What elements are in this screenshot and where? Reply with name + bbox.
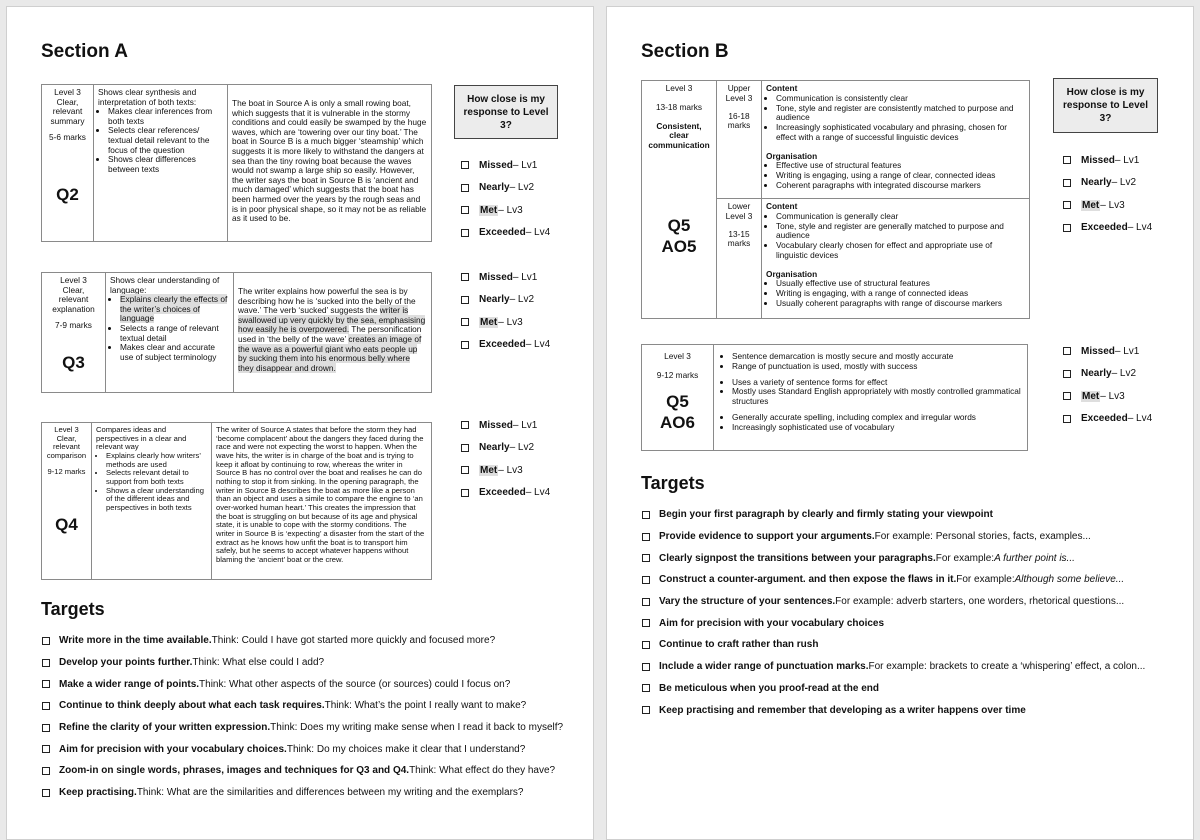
ao6-label: Q5 AO6 xyxy=(660,392,695,433)
target-bold: Aim for precision with your vocabulary choices. xyxy=(59,743,287,755)
check-level: – Lv1 xyxy=(1114,154,1140,166)
check-level: – Lv1 xyxy=(512,159,538,171)
target-item[interactable] xyxy=(642,634,1145,656)
check-level: – Lv3 xyxy=(1100,390,1125,402)
q2-desc-1: Clear, xyxy=(56,96,79,107)
target-item[interactable] xyxy=(42,782,563,804)
check-level: – Lv3 xyxy=(498,316,523,328)
check-label: Met xyxy=(1082,199,1100,211)
check-missed[interactable] xyxy=(461,154,550,177)
q2-level: Level 3 xyxy=(54,87,81,97)
ao5-lower-org-title: Organisation xyxy=(766,268,818,279)
q3-level: Level 3 xyxy=(60,275,87,285)
q3-example-highlight: creates an image of the wave as a powerful giant who eats people up by sucking them into his enormous belly where they disappear and drown. xyxy=(238,334,422,373)
q2-checklist xyxy=(461,154,550,244)
q4-criteria xyxy=(92,423,212,579)
target-text: For example: adverb starters, one worders, rhetorical questions... xyxy=(835,596,1125,608)
check-level: – Lv2 xyxy=(1111,368,1137,380)
q3-criterion: • Makes clear and accurate use of subject terminology xyxy=(120,343,229,362)
check-missed[interactable] xyxy=(1063,340,1152,363)
check-met[interactable] xyxy=(461,311,550,334)
q4-criteria-intro: Compares ideas and perspectives in a clear and relevant way xyxy=(96,425,187,452)
q3-criterion: • Selects a range of relevant textual detail xyxy=(120,324,229,343)
target-bold: Be meticulous when you proof-read at the end xyxy=(659,682,880,694)
ao6-rubric xyxy=(641,344,1028,451)
q3-example-highlight: writer is swallowed up very quickly by the sea, emphasising how easily he is overpowered. xyxy=(238,305,426,335)
target-bold: Refine the clarity of your written expression. xyxy=(59,722,271,734)
check-nearly[interactable] xyxy=(461,177,550,200)
target-item[interactable] xyxy=(642,678,1145,700)
q2-example: The boat in Source A is only a small rowing boat, which suggests that it is vulnerable in the stormy conditions and could easily be swamped by the huge waves, which are ‘towering over our tiny boat.’ The boat in Source B is a much bigger ‘steamship’ which suggests it is more likely to withstand the dangers at sea than the tiny rowing boat because the waves would not swamp a large ship so easily. However, the writer says the boat in Source B is ‘ancient and much damaged’ which suggests that the boat has been harmed over the years by the rough seas and is in poor physical shape, so it may not be as reliable as it used to be. xyxy=(232,98,427,224)
q3-level-cell xyxy=(42,273,106,392)
section-a-howclose: How close is my response to Level 3? xyxy=(454,85,558,139)
ao5-criterion: • Writing is engaging, with a range of connected ideas xyxy=(776,289,1025,299)
q3-example xyxy=(234,273,431,392)
ao5-lower xyxy=(717,199,1029,318)
ao6-criterion: • Uses a variety of sentence forms for effect xyxy=(732,378,1023,388)
ao5-label: Q5 AO5 xyxy=(661,216,697,257)
target-bold: Continue to craft rather than rush xyxy=(659,639,819,651)
ao5-lower-level: Lower Level 3 xyxy=(725,201,753,221)
target-item[interactable] xyxy=(42,673,563,695)
target-bold: Provide evidence to support your arguments. xyxy=(659,531,875,543)
checkbox-icon[interactable] xyxy=(42,789,50,797)
q3-criterion xyxy=(120,295,229,324)
ao5-criterion: • Increasingly sophisticated vocabulary and phrasing, chosen for effect with a range of successful linguistic devices xyxy=(776,123,1025,143)
target-bold: Begin your first paragraph by clearly and firmly stating your viewpoint xyxy=(659,509,993,521)
ao5-lower-content-title: Content xyxy=(766,201,798,211)
q2-criteria xyxy=(94,85,228,241)
check-label: Missed xyxy=(479,271,513,283)
ao5-upper-level: Upper Level 3 xyxy=(725,83,753,103)
target-item[interactable] xyxy=(642,612,1145,634)
target-item[interactable] xyxy=(42,652,563,674)
check-level: – Lv4 xyxy=(1127,413,1153,425)
ao6-level-cell xyxy=(642,345,714,450)
check-level: – Lv1 xyxy=(1114,345,1140,357)
target-item[interactable] xyxy=(642,504,1145,526)
target-text: Think: Do my choices make it clear that I understand? xyxy=(286,743,526,755)
q2-rubric xyxy=(41,84,432,242)
check-label: Nearly xyxy=(479,294,510,306)
check-level: – Lv2 xyxy=(509,442,535,454)
checkbox-icon[interactable] xyxy=(1063,415,1071,423)
check-level: – Lv3 xyxy=(1100,199,1125,211)
ao6-level: Level 3 xyxy=(664,351,691,361)
check-level: – Lv4 xyxy=(525,339,551,351)
q4-rubric xyxy=(41,422,432,580)
check-level: – Lv4 xyxy=(525,227,551,239)
check-exceeded[interactable] xyxy=(461,222,550,245)
check-level: – Lv4 xyxy=(1127,222,1153,234)
section-b-targets xyxy=(642,504,1145,721)
target-item[interactable] xyxy=(42,738,563,760)
target-item[interactable] xyxy=(642,526,1145,548)
check-nearly[interactable] xyxy=(1063,172,1152,195)
checkbox-icon[interactable] xyxy=(42,659,50,667)
ao5-criterion: • Tone, style and register are consistently matched to purpose and audience xyxy=(776,104,1025,124)
target-bold: Write more in the time available. xyxy=(59,635,212,647)
q4-example: The writer of Source A states that before the storm they had ‘become complacent’ about the dangers they faced during the race and were not expecting the worst to happen. When the wave hits, the writer is in charge of the boat and is trying to keep it afloat by continuing to row, whereas the writer in Source B has no control over the boat and realises he can do nothing to stop it from sinking. In the opening paragraph, the writer in Source B describes the boat as more like a person than an object and uses a simile to compare the engine to ‘an over-worked human heart.’ This creates the impression that the boat is struggling on but because of its age and physical state, it is unable to cope with the stormy conditions. The writer in Source B is ‘expecting’ a disaster from the start of the extract as he knows how unfit the boat is to transport him safely, but he seems to accept whatever happens without blaming the ‘ancient’ boat or the crew. xyxy=(216,425,425,564)
check-label: Exceeded xyxy=(479,227,526,239)
ao5-upper-level-cell xyxy=(717,81,762,198)
q4-marks: 9-12 marks xyxy=(47,466,86,476)
q2-criterion: • Shows clear differences between texts xyxy=(108,155,223,174)
ao5-upper-criteria xyxy=(762,81,1029,198)
target-item[interactable] xyxy=(642,591,1145,613)
check-level: – Lv2 xyxy=(1111,177,1137,189)
target-text: Think: What other aspects of the source (or sources) could I focus on? xyxy=(199,678,511,690)
q2-criteria-intro: Shows clear synthesis and interpretation of both texts: xyxy=(98,87,197,107)
section-b-title: Section B xyxy=(641,41,729,62)
page-section-b xyxy=(606,6,1194,840)
checkbox-icon[interactable] xyxy=(461,184,469,192)
ao5-criterion: • Writing is engaging, using a range of clear, connected ideas xyxy=(776,171,1025,181)
ao5-upper-content-title: Content xyxy=(766,83,798,93)
check-missed[interactable] xyxy=(461,414,550,437)
q3-desc-3: explanation xyxy=(52,303,95,314)
q3-desc-1: Clear, xyxy=(62,284,85,295)
check-label: Met xyxy=(480,316,498,328)
q2-marks: 5-6 marks xyxy=(49,132,86,143)
check-exceeded[interactable] xyxy=(461,482,550,505)
ao6-criterion: • Sentence demarcation is mostly secure and mostly accurate xyxy=(732,352,1023,362)
ao6-criteria xyxy=(714,345,1027,450)
check-nearly[interactable] xyxy=(461,437,550,460)
check-label: Met xyxy=(1082,390,1100,402)
checkbox-icon[interactable] xyxy=(42,702,50,710)
target-bold: Aim for precision with your vocabulary choices xyxy=(659,617,885,629)
q4-criterion: • Explains clearly how writers’ methods are used xyxy=(106,452,207,469)
check-level: – Lv3 xyxy=(498,204,523,216)
checkbox-icon[interactable] xyxy=(1063,179,1071,187)
checkbox-icon[interactable] xyxy=(461,421,469,429)
q4-desc-3: comparison xyxy=(46,450,87,460)
check-met[interactable] xyxy=(1063,385,1152,408)
checkbox-icon[interactable] xyxy=(42,767,50,775)
q2-criterion: • Makes clear inferences from both texts xyxy=(108,107,223,126)
ao5-upper-org-title: Organisation xyxy=(766,150,818,161)
q3-example-text: The personification used in ‘the belly of the wave’ xyxy=(238,324,422,345)
checkbox-icon[interactable] xyxy=(461,466,469,474)
ao5-criterion: • Vocabulary clearly chosen for effect and appropriate use of linguistic devices xyxy=(776,241,1025,261)
ao5-rubric xyxy=(641,80,1030,319)
section-b-targets-title: Targets xyxy=(641,473,705,493)
check-nearly[interactable] xyxy=(1063,363,1152,386)
ao5-marks: 13-18 marks xyxy=(655,101,703,112)
target-text: Think: Could I have got started more quickly and focused more? xyxy=(211,635,496,647)
q3-checklist xyxy=(461,266,550,356)
check-met[interactable] xyxy=(461,199,550,222)
check-label: Missed xyxy=(479,419,513,431)
ao5-level-cell xyxy=(642,81,717,318)
q4-criterion: • Selects relevant detail to support from both texts xyxy=(106,469,207,486)
ao6-criterion: • Mostly uses Standard English appropriately with mostly controlled grammatical structures xyxy=(732,387,1023,407)
q3-criteria-intro: Shows clear understanding of language: xyxy=(110,275,220,295)
check-label: Missed xyxy=(1081,154,1115,166)
ao5-sublevels xyxy=(717,81,1029,318)
check-level: – Lv2 xyxy=(509,182,535,194)
check-exceeded[interactable] xyxy=(461,334,550,357)
checkbox-icon[interactable] xyxy=(461,273,469,281)
target-example: Although some believe... xyxy=(1014,574,1125,586)
ao5-criterion: • Usually coherent paragraphs with range of discourse markers xyxy=(776,299,1025,309)
target-item[interactable] xyxy=(642,569,1145,591)
target-text: For example: xyxy=(956,574,1015,586)
q4-level: Level 3 xyxy=(54,425,79,434)
ao5-lower-marks: 13-15 marks xyxy=(727,228,751,249)
check-met[interactable] xyxy=(461,459,550,482)
ao5-upper-marks: 16-18 marks xyxy=(727,110,751,131)
ao5-checklist xyxy=(1063,149,1152,239)
checkbox-icon[interactable] xyxy=(1063,156,1071,164)
check-met[interactable] xyxy=(1063,194,1152,217)
check-exceeded[interactable] xyxy=(1063,408,1152,431)
check-level: – Lv1 xyxy=(512,419,538,431)
q4-checklist xyxy=(461,414,550,504)
checkbox-icon[interactable] xyxy=(461,206,469,214)
q2-label: Q2 xyxy=(56,185,79,204)
checkbox-icon[interactable] xyxy=(461,341,469,349)
ao5-upper xyxy=(717,81,1029,199)
ao6-checklist xyxy=(1063,340,1152,430)
checkbox-icon[interactable] xyxy=(461,161,469,169)
target-text: Think: What’s the point I really want to make? xyxy=(324,700,527,712)
check-exceeded[interactable] xyxy=(1063,217,1152,240)
target-bold: Continue to think deeply about what each task requires. xyxy=(59,700,325,712)
target-bold: Vary the structure of your sentences. xyxy=(659,596,836,608)
check-label: Nearly xyxy=(479,442,510,454)
q2-criterion: • Selects clear references/ textual detail relevant to the focus of the question xyxy=(108,126,223,155)
q3-example-text: The writer explains how powerful the sea is by describing how he is ‘sucked into the belly of the wave.’ The verb ‘sucked’ suggests the xyxy=(238,286,416,316)
checkbox-icon[interactable] xyxy=(461,318,469,326)
checkbox-icon[interactable] xyxy=(642,533,650,541)
check-label: Missed xyxy=(1081,345,1115,357)
check-label: Exceeded xyxy=(1081,413,1128,425)
q2-desc-2: relevant xyxy=(52,106,83,117)
checkbox-icon[interactable] xyxy=(461,229,469,237)
checkbox-icon[interactable] xyxy=(642,706,650,714)
check-label: Exceeded xyxy=(479,339,526,351)
ao5-criterion: • Effective use of structural features xyxy=(776,161,1025,171)
target-item[interactable] xyxy=(42,717,563,739)
page-section-a xyxy=(6,6,594,840)
check-label: Met xyxy=(480,464,498,476)
check-level: – Lv1 xyxy=(512,271,538,283)
ao5-level: Level 3 xyxy=(665,83,693,93)
ao5-criterion: • Communication is generally clear xyxy=(776,212,1025,222)
target-bold: Clearly signpost the transitions between your paragraphs. xyxy=(659,552,936,564)
q4-level-cell xyxy=(42,423,92,579)
check-label: Exceeded xyxy=(1081,222,1128,234)
checkbox-icon[interactable] xyxy=(42,637,50,645)
checkbox-icon[interactable] xyxy=(642,663,650,671)
target-bold: Make a wider range of points. xyxy=(59,678,200,690)
checkbox-icon[interactable] xyxy=(1063,370,1071,378)
ao5-criterion: • Tone, style and register are generally matched to purpose and audience xyxy=(776,222,1025,242)
section-a-targets-title: Targets xyxy=(41,599,105,619)
q4-criterion: • Shows a clear understanding of the different ideas and perspectives in both texts xyxy=(106,487,207,513)
check-level: – Lv3 xyxy=(498,464,523,476)
target-bold: Keep practising. xyxy=(59,787,137,799)
checkbox-icon[interactable] xyxy=(642,511,650,519)
checkbox-icon[interactable] xyxy=(461,296,469,304)
section-a-targets xyxy=(42,630,563,804)
q3-criterion-highlight: Explains clearly the effects of the writer’s choices of language xyxy=(120,294,228,324)
ao6-criterion: • Increasingly sophisticated use of vocabulary xyxy=(732,423,1023,433)
target-item[interactable] xyxy=(642,699,1145,721)
target-item[interactable] xyxy=(42,760,563,782)
q2-desc-3: summary xyxy=(50,115,85,126)
target-text: For example: brackets to create a ‘whispering’ effect, a colon... xyxy=(868,661,1146,673)
target-bold: Keep practising and remember that developing as a writer happens over time xyxy=(659,704,1026,716)
checkbox-icon[interactable] xyxy=(642,684,650,692)
checkbox-icon[interactable] xyxy=(42,724,50,732)
check-label: Exceeded xyxy=(479,487,526,499)
q2-level-cell xyxy=(42,85,94,241)
check-missed[interactable] xyxy=(1063,149,1152,172)
ao6-criterion: • Range of punctuation is used, mostly with success xyxy=(732,362,1023,372)
checkbox-icon[interactable] xyxy=(1063,224,1071,232)
target-bold: Develop your points further. xyxy=(59,657,193,669)
target-bold: Construct a counter-argument. and then expose the flaws in it. xyxy=(659,574,957,586)
checkbox-icon[interactable] xyxy=(1063,392,1071,400)
checkbox-icon[interactable] xyxy=(642,576,650,584)
checkbox-icon[interactable] xyxy=(461,444,469,452)
check-level: – Lv4 xyxy=(525,487,551,499)
ao5-criterion: • Usually effective use of structural features xyxy=(776,279,1025,289)
ao6-criterion: • Generally accurate spelling, including complex and irregular words xyxy=(732,413,1023,423)
checkbox-icon[interactable] xyxy=(1063,347,1071,355)
q3-label: Q3 xyxy=(62,353,85,372)
target-text: Think: What effect do they have? xyxy=(409,765,556,777)
ao5-criterion: • Communication is consistently clear xyxy=(776,94,1025,104)
checkbox-icon[interactable] xyxy=(642,641,650,649)
q4-label: Q4 xyxy=(55,515,78,534)
q3-rubric xyxy=(41,272,432,393)
ao5-descriptor: Consistent, clear communication xyxy=(648,120,710,151)
checkbox-icon[interactable] xyxy=(642,554,650,562)
ao5-criterion: • Coherent paragraphs with integrated discourse markers xyxy=(776,181,1025,191)
checkbox-icon[interactable] xyxy=(42,745,50,753)
q3-criteria xyxy=(106,273,234,392)
q4-desc-1: Clear, xyxy=(56,433,77,443)
target-text: For example: xyxy=(935,552,995,564)
checkbox-icon[interactable] xyxy=(642,619,650,627)
check-level: – Lv2 xyxy=(509,294,535,306)
q4-desc-2: relevant xyxy=(52,442,81,452)
target-text: Think: Does my writing make sense when I read it back to myself? xyxy=(270,722,564,734)
target-bold: Zoom-in on single words, phrases, images and techniques for Q3 and Q4. xyxy=(59,765,410,777)
section-b-howclose: How close is my response to Level 3? xyxy=(1053,78,1158,133)
check-label: Nearly xyxy=(479,182,510,194)
target-bold: Include a wider range of punctuation marks. xyxy=(659,661,869,673)
target-example: A further point is... xyxy=(994,552,1075,564)
check-missed[interactable] xyxy=(461,266,550,289)
target-item[interactable] xyxy=(642,656,1145,678)
check-label: Met xyxy=(480,204,498,216)
checkbox-icon[interactable] xyxy=(1063,201,1071,209)
target-text: Think: What are the similarities and differences between my writing and the exemplars? xyxy=(136,787,524,799)
q3-marks: 7-9 marks xyxy=(55,320,92,331)
ao5-lower-level-cell xyxy=(717,199,762,318)
checkbox-icon[interactable] xyxy=(42,680,50,688)
checkbox-icon[interactable] xyxy=(642,598,650,606)
target-item[interactable] xyxy=(42,630,563,652)
check-nearly[interactable] xyxy=(461,289,550,312)
check-label: Missed xyxy=(479,159,513,171)
target-text: Think: What else could I add? xyxy=(192,657,325,669)
check-label: Nearly xyxy=(1081,177,1112,189)
check-label: Nearly xyxy=(1081,368,1112,380)
target-item[interactable] xyxy=(642,547,1145,569)
q3-desc-2: relevant xyxy=(58,294,89,305)
checkbox-icon[interactable] xyxy=(461,489,469,497)
section-a-title: Section A xyxy=(41,41,128,62)
target-text: For example: Personal stories, facts, examples... xyxy=(874,531,1091,543)
ao6-marks: 9-12 marks xyxy=(656,369,699,380)
ao5-lower-criteria xyxy=(762,199,1029,318)
target-item[interactable] xyxy=(42,695,563,717)
